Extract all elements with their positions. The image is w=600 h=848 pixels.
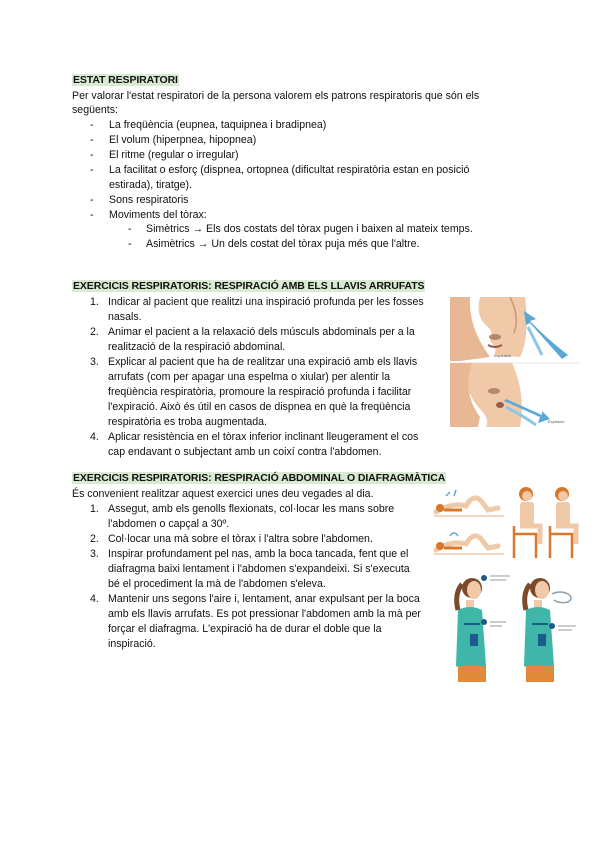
bullet-item-continuation: estirada), tiratge). bbox=[109, 179, 193, 191]
svg-text:Expiració: Expiració bbox=[548, 419, 565, 424]
list-text: Indicar al pacient que realitzi una inspiració profunda per les fosses bbox=[108, 296, 424, 308]
intro-line-2: següents: bbox=[72, 104, 118, 116]
bullet-item: - La freqüència (eupnea, taquipnea i bradipnea) bbox=[90, 119, 327, 131]
list-number: 3. bbox=[90, 548, 99, 560]
list-text: respiratòria es troba augmentada. bbox=[108, 416, 267, 428]
face-breathing-icon bbox=[450, 297, 580, 427]
standing-breathing-illustration bbox=[440, 570, 580, 682]
bullet-item: - La facilitat o esforç (dispnea, ortopnea (dificultat respiratòria estan en posició bbox=[90, 164, 470, 176]
list-number: 1. bbox=[90, 296, 99, 308]
list-number: 2. bbox=[90, 326, 99, 338]
list-text: Inspirar profundament pel nas, amb la boca tancada, fent que el bbox=[108, 548, 409, 560]
list-text: diafragma baixi lentament i l'abdomen s'expandeixi. Si s'executa bbox=[108, 563, 410, 575]
bullet-item: - El volum (hiperpnea, hipopnea) bbox=[90, 134, 257, 146]
svg-text:Inspiració: Inspiració bbox=[494, 353, 512, 358]
list-text: forçar el diafragma. L'expiració ha de durar el doble que la bbox=[108, 623, 382, 635]
list-number: 1. bbox=[90, 503, 99, 515]
list-text: Aplicar resistència en el tòrax inferior inclinant lleugerament el cos bbox=[108, 431, 419, 443]
list-text: Explicar al pacient que ha de realitzar una expiració amb els llavis bbox=[108, 356, 418, 368]
list-number: 3. bbox=[90, 356, 99, 368]
pursed-lips-illustration bbox=[450, 297, 580, 427]
lying-breathing-illustration bbox=[432, 482, 507, 562]
section-heading-llavis-arrufats: EXERCICIS RESPIRATORIS: RESPIRACIÓ AMB ELS LLAVIS ARRUFATS bbox=[73, 280, 425, 292]
bullet-item: - Sons respiratoris bbox=[90, 194, 189, 206]
sub-bullet-item: - Simètrics → Els dos costats del tòrax pugen i baixen al mateix temps. bbox=[128, 223, 473, 235]
list-text: Animar el pacient a la relaxació dels músculs abdominals per a la bbox=[108, 326, 415, 338]
standing-woman-icon bbox=[440, 570, 580, 682]
list-text: cap endavant o subjectant amb un coixí contra l'abdomen. bbox=[108, 446, 382, 458]
section-heading-respiracio-abdominal: EXERCICIS RESPIRATORIS: RESPIRACIÓ ABDOMINAL O DIAFRAGMÀTICA bbox=[73, 472, 446, 484]
list-text: inspiració. bbox=[108, 638, 156, 650]
list-text: amb els llavis arrufats. Es pot pressionar l'abdomen amb la mà per bbox=[108, 608, 421, 620]
list-text: l'abdomen o capçal a 30º. bbox=[108, 518, 230, 530]
list-text: Assegut, amb els genolls flexionats, col·locar les mans sobre bbox=[108, 503, 395, 515]
sub-bullet-item: - Asimètrics → Un dels costat del tòrax puja més que l'altre. bbox=[128, 238, 420, 250]
list-text: arrufats (com per apagar una espelma o xiular) per alentir la bbox=[108, 371, 391, 383]
list-number: 2. bbox=[90, 533, 99, 545]
lying-person-icon bbox=[432, 482, 507, 562]
intro-line-1: Per valorar l'estat respiratori de la persona valorem els patrons respiratoris que són els bbox=[72, 90, 480, 102]
list-text: freqüència respiratòria, promoure la respiració profunda i facilitar bbox=[108, 386, 412, 398]
seated-breathing-illustration bbox=[510, 482, 580, 564]
seated-person-icon bbox=[510, 482, 580, 564]
list-number: 4. bbox=[90, 593, 99, 605]
list-text: Mantenir uns segons l'aire i, lentament, anar expulsant per la boca bbox=[108, 593, 420, 605]
list-text: bé el procediment la mà de l'abdomen s'eleva. bbox=[108, 578, 326, 590]
bullet-item: - Moviments del tòrax: bbox=[90, 209, 207, 221]
list-text: realització de la respiració abdominal. bbox=[108, 341, 286, 353]
bullet-item: - El ritme (regular o irregular) bbox=[90, 149, 239, 161]
section3-intro: És convenient realitzar aquest exercici unes deu vegades al dia. bbox=[72, 488, 374, 500]
list-text: l'expiració. Això és útil en casos de dispnea en què la freqüència bbox=[108, 401, 411, 413]
list-text: Col·locar una mà sobre el tòrax i l'altra sobre l'abdomen. bbox=[108, 533, 373, 545]
list-text: nasals. bbox=[108, 311, 142, 323]
section-heading-estat-respiratori: ESTAT RESPIRATORI bbox=[73, 74, 178, 86]
list-number: 4. bbox=[90, 431, 99, 443]
